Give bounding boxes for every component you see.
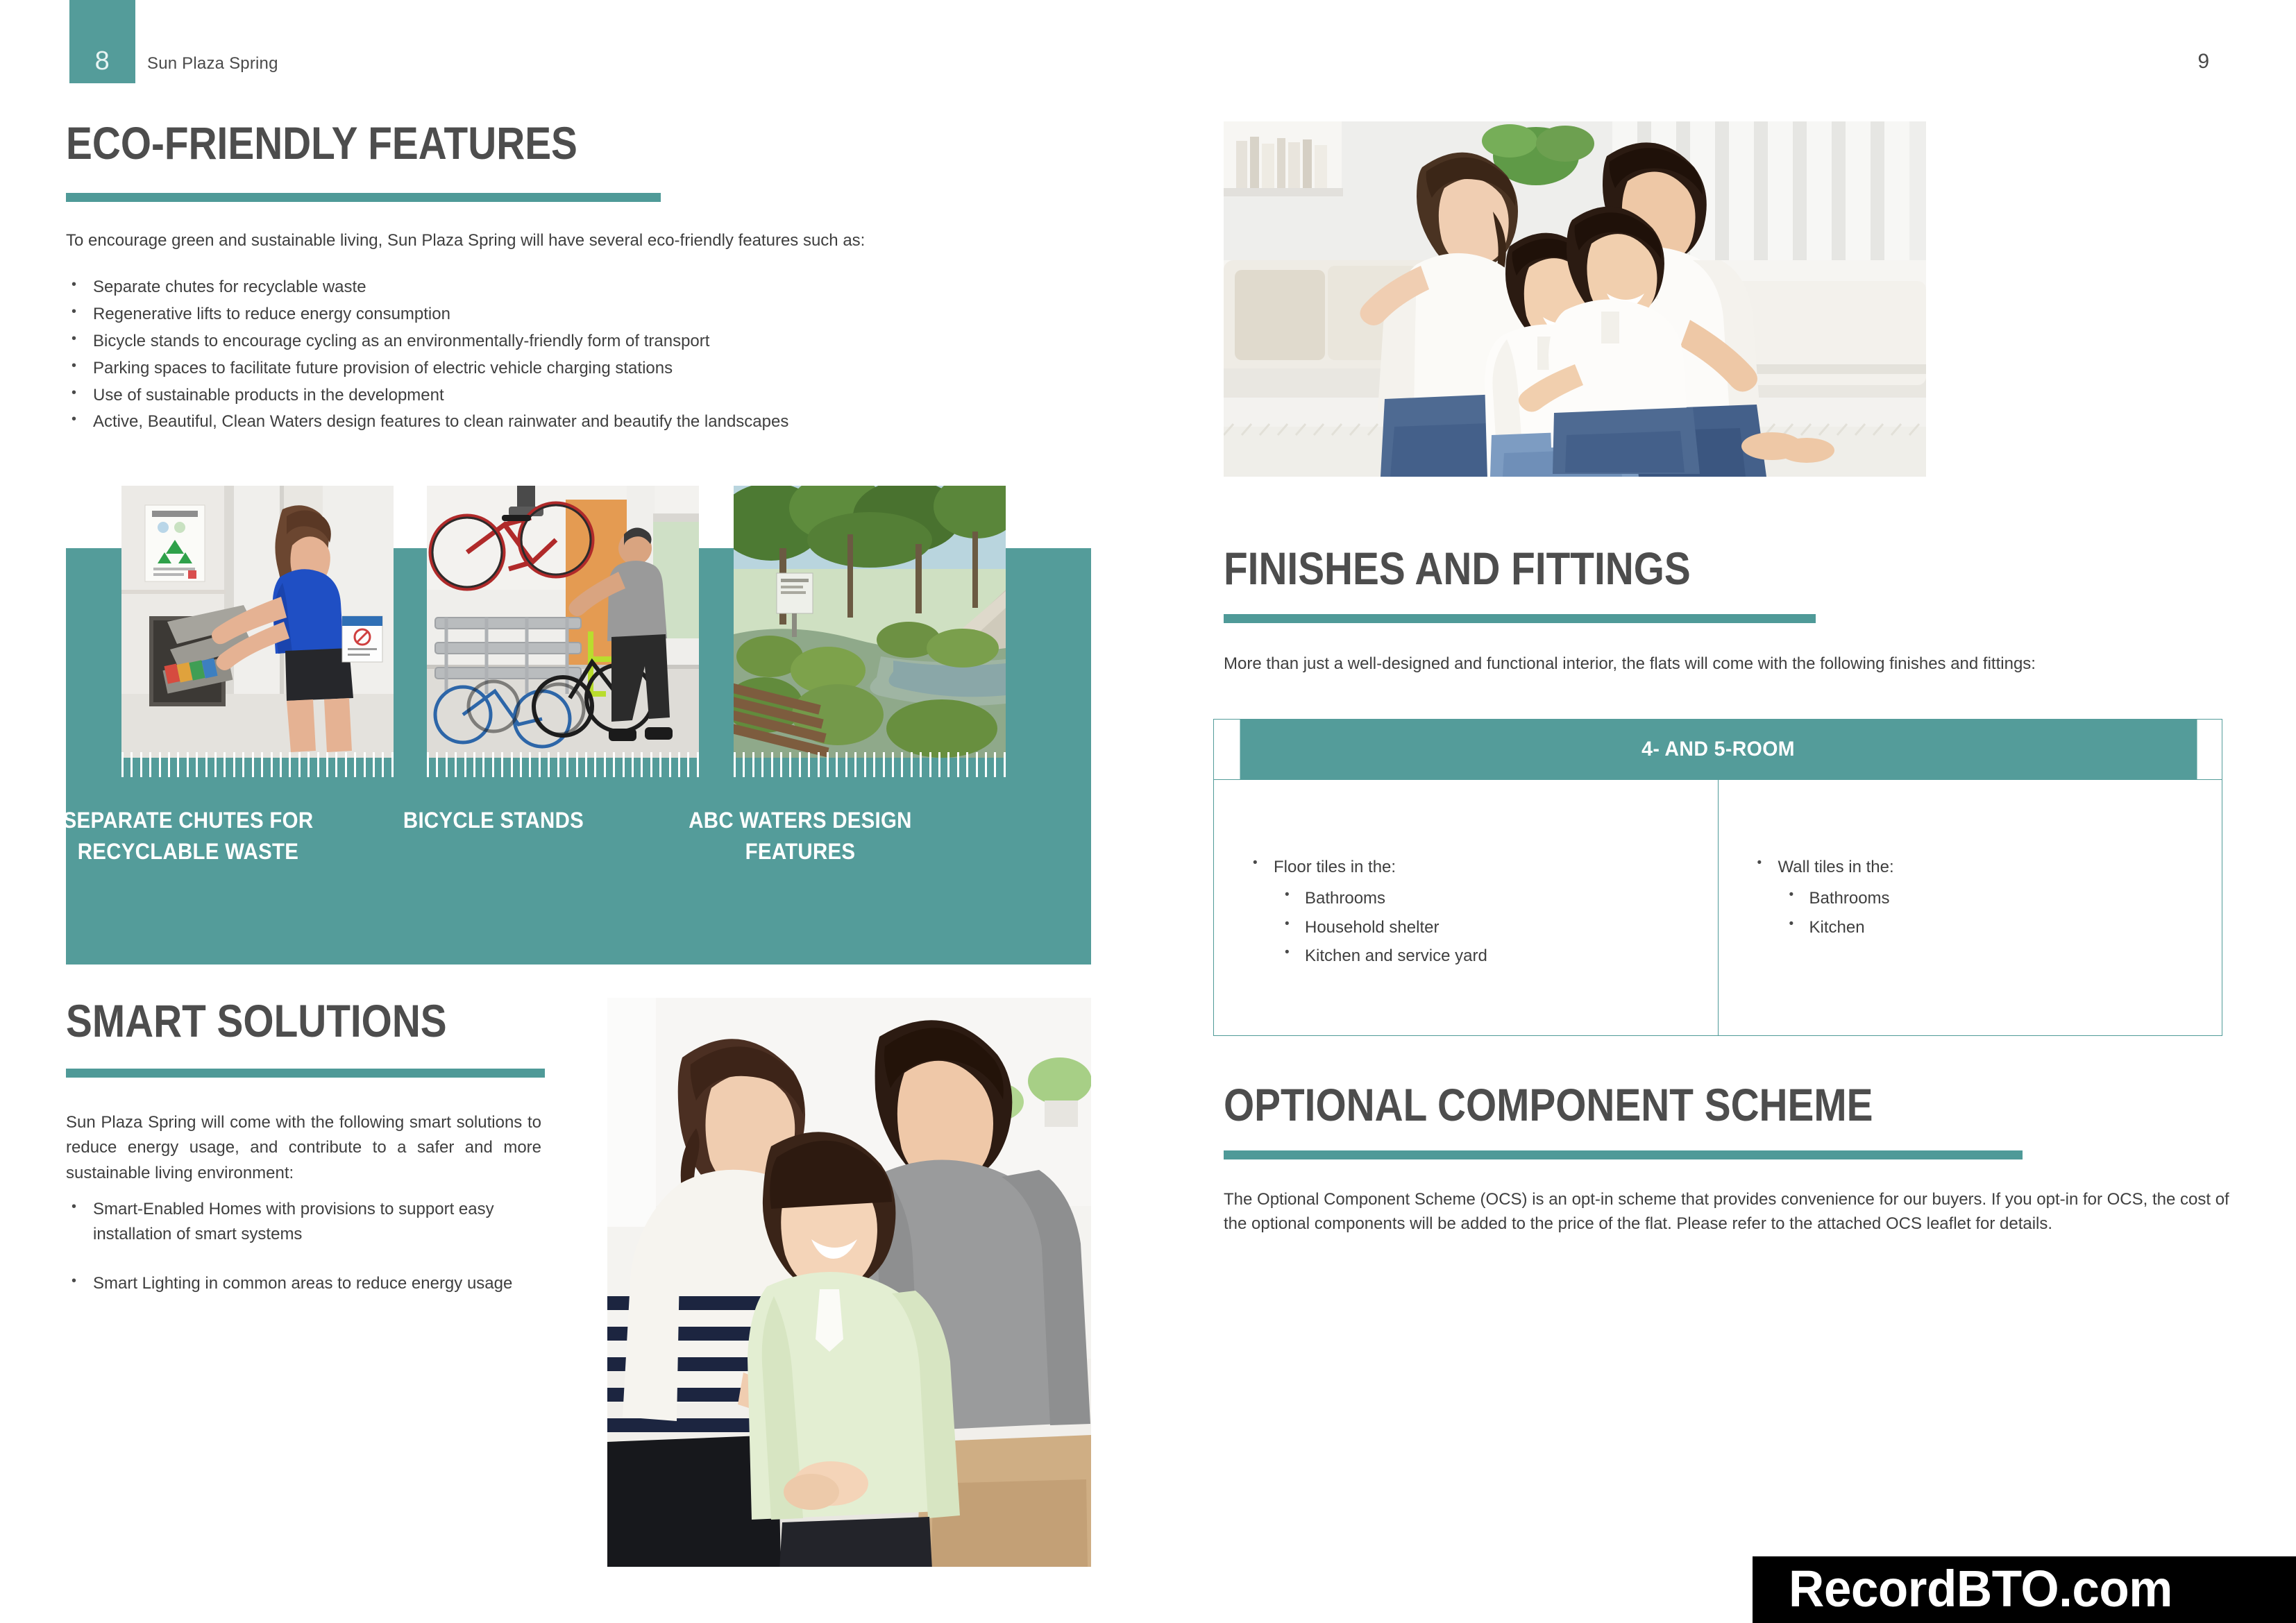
table-cell-wall-tiles bbox=[1718, 780, 2222, 1036]
tick bbox=[473, 752, 475, 777]
tick bbox=[345, 752, 347, 777]
ocs-title-rule bbox=[1224, 1150, 2023, 1159]
table-cell-floor-tiles bbox=[1214, 780, 1719, 1036]
abc-waters-landscape-photo bbox=[734, 486, 1006, 758]
caption-tick-divider bbox=[734, 752, 1006, 777]
tick bbox=[529, 752, 531, 777]
list-item: • Bathrooms bbox=[1282, 887, 1718, 910]
list-item: • Regenerative lifts to reduce energy consumption bbox=[66, 301, 1052, 328]
tick bbox=[130, 752, 133, 777]
tick bbox=[650, 752, 652, 777]
tick bbox=[818, 752, 820, 777]
page-number-tab bbox=[69, 0, 135, 83]
tick bbox=[799, 752, 801, 777]
tick bbox=[920, 752, 922, 777]
tick bbox=[864, 752, 866, 777]
table-header-row bbox=[1214, 720, 2222, 780]
tick bbox=[242, 752, 244, 777]
finishes-fittings-table bbox=[1213, 719, 2222, 1036]
tick bbox=[261, 752, 263, 777]
tick bbox=[734, 752, 736, 777]
page-tab-number: 8 bbox=[94, 46, 110, 76]
tick bbox=[436, 752, 438, 777]
tick bbox=[845, 752, 847, 777]
tick bbox=[808, 752, 810, 777]
tick bbox=[149, 752, 151, 777]
table-body bbox=[1214, 780, 2222, 1036]
tick bbox=[641, 752, 643, 777]
tick bbox=[604, 752, 606, 777]
tick bbox=[464, 752, 466, 777]
family-of-three-illustration bbox=[607, 998, 1091, 1567]
tick bbox=[205, 752, 208, 777]
tick bbox=[557, 752, 559, 777]
table-header-cell: 4- AND 5-ROOM bbox=[1239, 720, 2197, 780]
list-item: • Household shelter bbox=[1282, 917, 1718, 939]
cell-sub-list bbox=[1755, 887, 2222, 939]
tick bbox=[511, 752, 513, 777]
feature-caption: BICYCLE STANDS bbox=[403, 808, 584, 833]
tick bbox=[317, 752, 319, 777]
tick bbox=[585, 752, 587, 777]
list-item: • Separate chutes for recyclable waste bbox=[66, 274, 1052, 301]
tick bbox=[854, 752, 856, 777]
caption-tick-divider bbox=[427, 752, 699, 777]
tick bbox=[501, 752, 503, 777]
recycling-chute-photo bbox=[121, 486, 394, 758]
tick bbox=[966, 752, 968, 777]
tick bbox=[280, 752, 282, 777]
list-item: • Use of sustainable products in the development bbox=[66, 382, 1052, 409]
ocs-intro-paragraph: The Optional Component Scheme (OCS) is an opt-in scheme that provides convenience for our buyers. If you opt-in for OCS, the cost of the optional components will be added to the price of the flat. Please refer to the attached OCS leaflet for details. bbox=[1224, 1190, 2229, 1233]
finishes-intro-paragraph: More than just a well-designed and functional interior, the flats will come with the following finishes and fittings: bbox=[1224, 654, 2036, 673]
eco-photo-strip bbox=[66, 486, 1091, 758]
tick bbox=[976, 752, 978, 777]
tick bbox=[566, 752, 568, 777]
table-row bbox=[1214, 780, 2222, 1036]
tick bbox=[697, 752, 699, 777]
tick bbox=[743, 752, 745, 777]
tick bbox=[947, 752, 949, 777]
tick bbox=[938, 752, 940, 777]
tick bbox=[373, 752, 375, 777]
tick bbox=[994, 752, 996, 777]
tick bbox=[520, 752, 522, 777]
eco-friendly-features-title: ECO-FRIENDLY FEATURES bbox=[66, 117, 577, 169]
tick bbox=[271, 752, 273, 777]
family-of-four-living-room-photo bbox=[1224, 121, 1926, 477]
tick bbox=[687, 752, 689, 777]
tick bbox=[289, 752, 291, 777]
tick bbox=[576, 752, 578, 777]
abc-waters-illustration bbox=[734, 486, 1006, 758]
tick bbox=[121, 752, 124, 777]
feature-caption: ABC WATERS DESIGN FEATURES bbox=[689, 808, 912, 864]
finishes-and-fittings-title: FINISHES AND FITTINGS bbox=[1224, 543, 1691, 594]
tick bbox=[752, 752, 754, 777]
tick bbox=[168, 752, 170, 777]
header-project-name: Sun Plaza Spring bbox=[147, 54, 278, 73]
optional-component-scheme-title: OPTIONAL COMPONENT SCHEME bbox=[1224, 1079, 1873, 1130]
smart-bullet-list bbox=[66, 1197, 552, 1320]
tick bbox=[140, 752, 142, 777]
table-head bbox=[1214, 720, 2222, 780]
tick bbox=[883, 752, 885, 777]
tick bbox=[364, 752, 366, 777]
tick bbox=[326, 752, 328, 777]
list-item: • Bathrooms bbox=[1787, 887, 2222, 910]
eco-title-rule bbox=[66, 193, 661, 202]
tick bbox=[789, 752, 791, 777]
cell-content bbox=[1214, 856, 1718, 967]
tick bbox=[214, 752, 217, 777]
cell-content bbox=[1719, 856, 2222, 939]
tick bbox=[901, 752, 903, 777]
smart-intro-paragraph: Sun Plaza Spring will come with the following smart solutions to reduce energy usage, and contribute to a safer and more sustainable living environment: bbox=[66, 1113, 541, 1182]
cell-lead-label: • Floor tiles in the: bbox=[1250, 856, 1718, 878]
family-of-four-illustration bbox=[1224, 121, 1926, 477]
tick bbox=[159, 752, 161, 777]
eco-intro-paragraph: To encourage green and sustainable living, Sun Plaza Spring will have several eco-friendly features such as: bbox=[66, 231, 866, 250]
tick bbox=[223, 752, 226, 777]
tick bbox=[196, 752, 198, 777]
list-item: • Parking spaces to facilitate future provision of electric vehicle charging stations bbox=[66, 355, 1052, 382]
tick bbox=[761, 752, 763, 777]
tick bbox=[492, 752, 494, 777]
tick bbox=[827, 752, 829, 777]
list-item: • Kitchen bbox=[1787, 917, 2222, 939]
list-item: • Active, Beautiful, Clean Waters design features to clean rainwater and beautify the landscapes bbox=[66, 409, 1052, 436]
bicycle-stands-illustration bbox=[427, 486, 699, 758]
tick bbox=[911, 752, 913, 777]
tick bbox=[836, 752, 838, 777]
tick bbox=[187, 752, 189, 777]
caption-tick-divider bbox=[121, 752, 394, 777]
tick bbox=[307, 752, 310, 777]
tick bbox=[780, 752, 782, 777]
tick bbox=[1004, 752, 1006, 777]
tick bbox=[455, 752, 457, 777]
tick bbox=[335, 752, 337, 777]
tick bbox=[678, 752, 680, 777]
tick bbox=[446, 752, 448, 777]
tick bbox=[482, 752, 484, 777]
list-item: • Bicycle stands to encourage cycling as an environmentally-friendly form of transport bbox=[66, 328, 1052, 355]
tick bbox=[632, 752, 634, 777]
list-item: • Smart-Enabled Homes with provisions to support easy installation of smart systems bbox=[66, 1197, 552, 1247]
tick bbox=[177, 752, 179, 777]
tick bbox=[594, 752, 596, 777]
tick bbox=[539, 752, 541, 777]
eco-bullet-list bbox=[66, 274, 1052, 436]
tick bbox=[659, 752, 661, 777]
tick bbox=[873, 752, 875, 777]
finishes-title-rule bbox=[1224, 614, 1816, 623]
right-page-number: 9 bbox=[2197, 50, 2209, 73]
tick bbox=[354, 752, 356, 777]
list-item: • Kitchen and service yard bbox=[1282, 945, 1718, 967]
tick bbox=[669, 752, 671, 777]
recycling-chute-illustration bbox=[121, 486, 394, 758]
feature-caption: SEPARATE CHUTES FOR RECYCLABLE WASTE bbox=[62, 808, 314, 864]
tick bbox=[957, 752, 959, 777]
tick bbox=[391, 752, 394, 777]
cell-sub-list bbox=[1250, 887, 1718, 967]
tick bbox=[771, 752, 773, 777]
tick bbox=[929, 752, 931, 777]
watermark-text: RecordBTO.com bbox=[1789, 1560, 2173, 1617]
tick bbox=[252, 752, 254, 777]
tick bbox=[985, 752, 987, 777]
smart-title-rule bbox=[66, 1069, 545, 1078]
tick bbox=[233, 752, 235, 777]
tick bbox=[623, 752, 625, 777]
bicycle-stands-photo bbox=[427, 486, 699, 758]
cell-lead-label: • Wall tiles in the: bbox=[1755, 856, 2222, 878]
tick bbox=[382, 752, 384, 777]
family-of-three-photo bbox=[607, 998, 1091, 1567]
tick bbox=[548, 752, 550, 777]
smart-solutions-title: SMART SOLUTIONS bbox=[66, 995, 447, 1046]
watermark-banner bbox=[1753, 1556, 2296, 1623]
tick bbox=[298, 752, 301, 777]
list-item: • Smart Lighting in common areas to reduce energy usage bbox=[66, 1271, 552, 1296]
tick bbox=[613, 752, 615, 777]
tick bbox=[427, 752, 429, 777]
tick bbox=[892, 752, 894, 777]
